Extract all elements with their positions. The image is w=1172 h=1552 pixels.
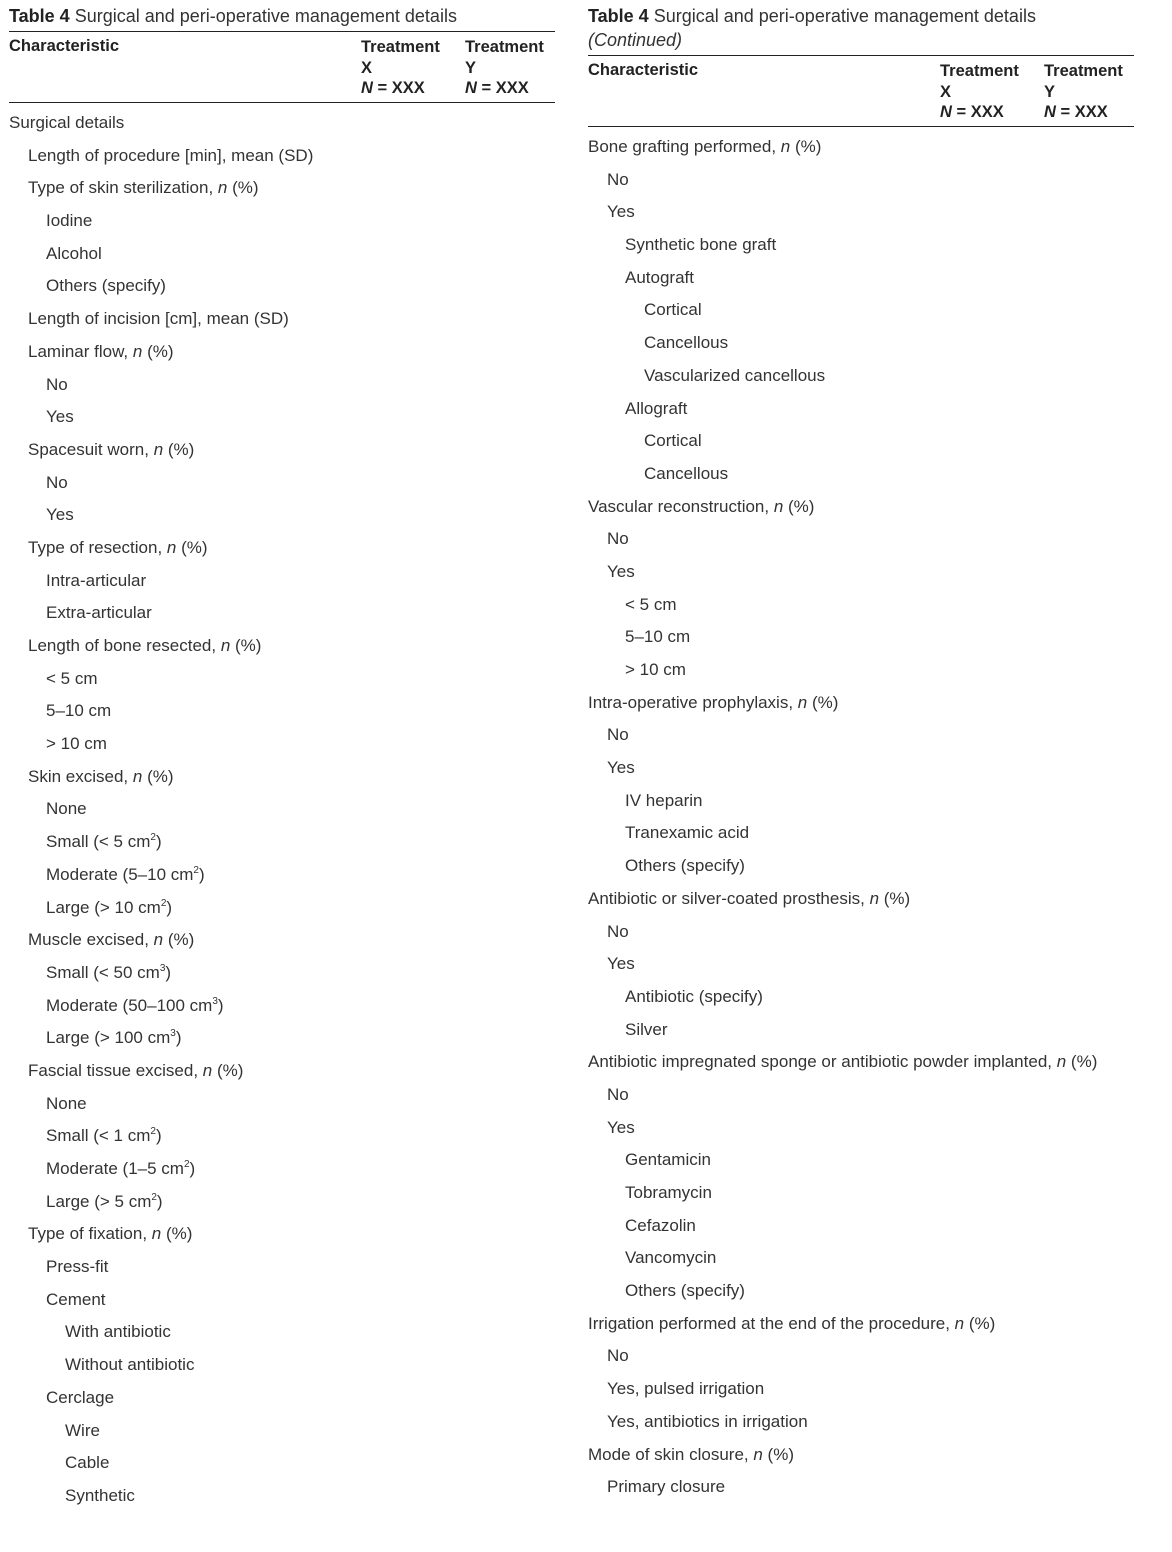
header-characteristic: Characteristic bbox=[588, 61, 699, 79]
row-label: Synthetic bbox=[65, 1485, 135, 1505]
row-label: No bbox=[607, 725, 629, 745]
table-row bbox=[9, 728, 555, 761]
row-superscript: 2 bbox=[150, 1126, 156, 1138]
table-row bbox=[9, 303, 555, 336]
header-y-line2: Y bbox=[1044, 82, 1056, 101]
row-superscript: 3 bbox=[159, 962, 166, 974]
table-row bbox=[9, 1120, 555, 1153]
table-body bbox=[9, 107, 555, 1513]
row-superscript: 2 bbox=[160, 897, 167, 909]
row-unit: n (%) bbox=[217, 178, 259, 198]
table-row bbox=[588, 425, 1134, 458]
table-row bbox=[588, 556, 1134, 589]
row-superscript: 2 bbox=[183, 1159, 190, 1170]
header-x-line2: X bbox=[940, 82, 952, 101]
row-unit: n (%) bbox=[153, 930, 195, 950]
row-label: No bbox=[607, 921, 629, 941]
row-unit: n (%) bbox=[132, 341, 174, 361]
row-label: Yes bbox=[607, 954, 635, 974]
table-row bbox=[9, 1153, 555, 1186]
row-label: No bbox=[46, 472, 68, 492]
table-row bbox=[588, 1242, 1134, 1275]
row-label: Iodine bbox=[46, 211, 93, 231]
table-row bbox=[588, 589, 1134, 622]
row-label: Yes bbox=[607, 1117, 635, 1137]
table-header bbox=[588, 55, 1134, 127]
row-label: Mode of skin closure, bbox=[588, 1444, 754, 1464]
row-label: < 5 cm bbox=[625, 594, 677, 614]
table-row bbox=[588, 1308, 1134, 1341]
table-row bbox=[9, 270, 555, 303]
row-label: Laminar flow, bbox=[28, 341, 133, 361]
table-row bbox=[588, 164, 1134, 197]
table-row bbox=[9, 172, 555, 205]
row-unit: n (%) bbox=[166, 537, 208, 557]
table-row bbox=[588, 491, 1134, 524]
header-y-line1: Treatment bbox=[1044, 62, 1123, 80]
table-row bbox=[9, 892, 555, 925]
row-close: ) bbox=[155, 1126, 162, 1146]
table-row bbox=[588, 916, 1134, 949]
header-y-line2: Y bbox=[465, 58, 477, 77]
row-superscript: 2 bbox=[193, 864, 199, 876]
row-label: Others (specify) bbox=[46, 276, 166, 296]
row-label: Gentamicin bbox=[625, 1150, 711, 1170]
row-label: Vascular reconstruction, bbox=[588, 496, 774, 516]
table-row bbox=[9, 761, 555, 794]
row-label: Type of resection, bbox=[28, 537, 167, 557]
table-title: Surgical and peri-operative management details bbox=[653, 6, 1036, 26]
header-x-line1: Treatment bbox=[940, 62, 1019, 80]
header-treatment-x bbox=[940, 61, 1019, 123]
row-label: Irrigation performed at the end of the procedure, bbox=[588, 1313, 955, 1333]
row-label: Yes bbox=[607, 202, 635, 222]
table-row bbox=[588, 1112, 1134, 1145]
table-row bbox=[9, 1088, 555, 1121]
row-label: 5–10 cm bbox=[46, 701, 112, 721]
row-label: None bbox=[46, 1093, 87, 1113]
row-label: Antibiotic or silver-coated prosthesis, bbox=[588, 888, 870, 908]
header-x-line2: X bbox=[361, 58, 373, 77]
table-row bbox=[588, 687, 1134, 720]
table-row bbox=[588, 948, 1134, 981]
row-unit: n (%) bbox=[220, 636, 262, 655]
row-label: > 10 cm bbox=[46, 734, 107, 754]
row-label: Small (< 50 cm bbox=[46, 962, 160, 982]
row-label: Large (> 5 cm bbox=[46, 1191, 152, 1211]
row-label: Length of incision [cm], mean (SD) bbox=[28, 309, 289, 329]
table-row bbox=[588, 981, 1134, 1014]
row-unit: n (%) bbox=[869, 888, 911, 908]
table-row bbox=[9, 499, 555, 532]
header-treatment-x bbox=[361, 37, 440, 99]
row-label: Cancellous bbox=[644, 333, 729, 353]
row-label: Length of procedure [min], mean (SD) bbox=[28, 145, 314, 165]
table-row bbox=[9, 1218, 555, 1251]
table-row bbox=[588, 393, 1134, 426]
row-label: Tobramycin bbox=[625, 1183, 712, 1202]
row-close: ) bbox=[217, 995, 224, 1015]
row-label: Synthetic bone graft bbox=[625, 235, 777, 255]
table-number: Table 4 bbox=[588, 6, 649, 26]
row-unit: n (%) bbox=[753, 1444, 794, 1464]
row-label: Intra-articular bbox=[46, 570, 147, 590]
table-row bbox=[588, 785, 1134, 818]
table-row bbox=[9, 140, 555, 173]
header-treatment-y bbox=[1044, 61, 1123, 123]
row-label: Others (specify) bbox=[625, 1281, 745, 1301]
table-caption-continued bbox=[588, 4, 1134, 52]
table-row bbox=[588, 654, 1134, 687]
row-label: Small (< 5 cm bbox=[46, 832, 151, 852]
table-caption bbox=[9, 4, 555, 28]
row-close: ) bbox=[198, 864, 205, 884]
row-label: Small (< 1 cm bbox=[46, 1126, 151, 1146]
table-row bbox=[9, 990, 555, 1023]
table-row bbox=[9, 532, 555, 565]
row-close: ) bbox=[155, 832, 162, 852]
row-label: IV heparin bbox=[625, 790, 703, 810]
row-label: Muscle excised, bbox=[28, 930, 154, 950]
row-label: Fascial tissue excised, bbox=[28, 1060, 203, 1080]
table-row bbox=[9, 1251, 555, 1284]
row-close: ) bbox=[166, 897, 173, 917]
table-row bbox=[588, 1177, 1134, 1210]
table-row bbox=[588, 1144, 1134, 1177]
table-row bbox=[9, 695, 555, 728]
row-label: Wire bbox=[65, 1420, 100, 1440]
row-label: Spacesuit worn, bbox=[28, 439, 154, 459]
row-label: > 10 cm bbox=[625, 660, 686, 679]
table-row bbox=[588, 1471, 1134, 1504]
row-label: Cable bbox=[65, 1453, 110, 1473]
table-row bbox=[588, 1439, 1134, 1472]
row-unit: n (%) bbox=[153, 439, 195, 459]
table-row bbox=[588, 719, 1134, 752]
table-row bbox=[588, 1275, 1134, 1308]
table-header bbox=[9, 31, 555, 103]
table-row bbox=[9, 1022, 555, 1055]
table-row bbox=[588, 1406, 1134, 1439]
row-superscript: 3 bbox=[170, 1028, 176, 1040]
row-unit: n (%) bbox=[954, 1313, 996, 1333]
row-label: Yes bbox=[46, 505, 74, 525]
row-label: Moderate (1–5 cm bbox=[46, 1159, 184, 1178]
table-title: Surgical and peri-operative management details bbox=[74, 6, 457, 26]
table-row bbox=[9, 1480, 555, 1513]
row-superscript: 3 bbox=[212, 995, 218, 1007]
table-row bbox=[9, 1447, 555, 1480]
table-left bbox=[9, 4, 555, 1513]
row-label: Type of fixation, bbox=[28, 1224, 152, 1244]
table-number: Table 4 bbox=[9, 6, 70, 26]
row-label: Yes, antibiotics in irrigation bbox=[607, 1411, 808, 1431]
row-label: Surgical details bbox=[9, 113, 125, 132]
table-row bbox=[9, 205, 555, 238]
header-treatment-y bbox=[465, 37, 544, 99]
table-row bbox=[588, 817, 1134, 850]
table-row bbox=[9, 467, 555, 500]
table-row bbox=[9, 1382, 555, 1415]
row-label: Length of bone resected, bbox=[28, 636, 221, 655]
table-row bbox=[588, 1340, 1134, 1373]
table-row bbox=[9, 597, 555, 630]
table-row bbox=[9, 1349, 555, 1382]
row-label: Without antibiotic bbox=[65, 1355, 195, 1375]
table-row bbox=[9, 1316, 555, 1349]
row-label: No bbox=[607, 1084, 629, 1104]
row-label: Autograft bbox=[625, 267, 694, 287]
table-right bbox=[588, 4, 1134, 1504]
row-label: Moderate (50–100 cm bbox=[46, 995, 213, 1015]
table-row bbox=[9, 1284, 555, 1317]
row-label: Large (> 10 cm bbox=[46, 897, 161, 917]
table-row bbox=[588, 1046, 1134, 1079]
row-close: ) bbox=[189, 1159, 196, 1178]
table-row bbox=[9, 663, 555, 696]
row-label: < 5 cm bbox=[46, 668, 98, 688]
table-row bbox=[588, 621, 1134, 654]
row-label: Yes bbox=[607, 758, 635, 778]
table-row bbox=[9, 401, 555, 434]
table-row bbox=[588, 294, 1134, 327]
table-row bbox=[9, 793, 555, 826]
row-unit: n (%) bbox=[151, 1224, 193, 1244]
table-row bbox=[588, 327, 1134, 360]
row-unit: n (%) bbox=[780, 137, 822, 156]
table-row bbox=[9, 630, 555, 663]
row-label: Moderate (5–10 cm bbox=[46, 864, 194, 884]
table-row bbox=[588, 850, 1134, 883]
row-label: Cefazolin bbox=[625, 1215, 696, 1235]
header-y-n: N = XXX bbox=[465, 79, 529, 97]
row-label: Others (specify) bbox=[625, 856, 745, 876]
table-row bbox=[9, 826, 555, 859]
row-label: Primary closure bbox=[607, 1477, 726, 1497]
table-row bbox=[588, 360, 1134, 393]
table-row bbox=[9, 1415, 555, 1448]
table-row bbox=[588, 262, 1134, 295]
row-label: No bbox=[607, 529, 629, 549]
row-label: Antibiotic (specify) bbox=[625, 986, 763, 1006]
row-superscript: 2 bbox=[150, 832, 156, 844]
table-row bbox=[588, 196, 1134, 229]
table-body bbox=[588, 131, 1134, 1504]
row-label: No bbox=[607, 169, 629, 189]
row-label: Cerclage bbox=[46, 1387, 115, 1407]
row-label: Vancomycin bbox=[625, 1248, 717, 1268]
row-label: Yes, pulsed irrigation bbox=[607, 1379, 765, 1399]
row-label: Extra-articular bbox=[46, 603, 152, 623]
row-label: Tranexamic acid bbox=[625, 823, 750, 843]
row-label: Cancellous bbox=[644, 463, 729, 483]
row-label: Alcohol bbox=[46, 243, 102, 263]
row-label: With antibiotic bbox=[65, 1322, 171, 1342]
row-unit: n (%) bbox=[1056, 1052, 1098, 1072]
row-label: Vascularized cancellous bbox=[644, 365, 826, 385]
table-row bbox=[9, 1186, 555, 1219]
table-row bbox=[588, 229, 1134, 262]
table-row bbox=[9, 434, 555, 467]
row-label: None bbox=[46, 799, 87, 819]
row-label: Skin excised, bbox=[28, 766, 133, 786]
table-row bbox=[9, 369, 555, 402]
row-label: Antibiotic impregnated sponge or antibiotic powder implanted, bbox=[588, 1052, 1057, 1072]
row-label: 5–10 cm bbox=[625, 627, 691, 647]
table-row bbox=[588, 883, 1134, 916]
row-label: Silver bbox=[625, 1019, 668, 1039]
row-label: No bbox=[46, 374, 68, 394]
table-row bbox=[588, 131, 1134, 164]
header-y-n: N = XXX bbox=[1044, 103, 1108, 121]
header-x-n: N = XXX bbox=[361, 79, 425, 97]
row-close: ) bbox=[165, 962, 172, 982]
row-label: Type of skin sterilization, bbox=[28, 178, 218, 198]
row-close: ) bbox=[156, 1191, 163, 1211]
row-unit: n (%) bbox=[202, 1060, 244, 1080]
header-characteristic: Characteristic bbox=[9, 37, 120, 55]
row-unit: n (%) bbox=[132, 766, 174, 786]
table-row bbox=[9, 957, 555, 990]
table-row bbox=[9, 1055, 555, 1088]
table-row bbox=[588, 458, 1134, 491]
row-close: ) bbox=[175, 1028, 182, 1048]
row-unit: n (%) bbox=[797, 692, 839, 712]
table-row bbox=[588, 1373, 1134, 1406]
row-label: Intra-operative prophylaxis, bbox=[588, 692, 798, 712]
row-label: Cortical bbox=[644, 431, 702, 451]
table-row bbox=[9, 336, 555, 369]
row-label: Cortical bbox=[644, 300, 702, 320]
table-row bbox=[9, 924, 555, 957]
row-label: Large (> 100 cm bbox=[46, 1028, 171, 1048]
row-label: No bbox=[607, 1346, 629, 1366]
row-label: Bone grafting performed, bbox=[588, 137, 781, 156]
table-row bbox=[588, 1014, 1134, 1047]
header-x-n: N = XXX bbox=[940, 103, 1004, 121]
table-row bbox=[588, 752, 1134, 785]
row-label: Yes bbox=[46, 407, 74, 427]
row-label: Allograft bbox=[625, 398, 688, 418]
row-label: Cement bbox=[46, 1289, 106, 1309]
row-label: Press-fit bbox=[46, 1257, 109, 1277]
table-row bbox=[588, 523, 1134, 556]
header-y-line1: Treatment bbox=[465, 38, 544, 56]
table-row bbox=[9, 107, 555, 140]
table-row bbox=[9, 565, 555, 598]
table-row bbox=[588, 1079, 1134, 1112]
row-label: Yes bbox=[607, 561, 635, 581]
header-x-line1: Treatment bbox=[361, 38, 440, 56]
row-unit: n (%) bbox=[773, 496, 815, 516]
row-superscript: 2 bbox=[151, 1191, 157, 1203]
continued-label: (Continued) bbox=[588, 30, 683, 50]
table-row bbox=[9, 859, 555, 892]
table-row bbox=[9, 238, 555, 271]
table-row bbox=[588, 1210, 1134, 1243]
